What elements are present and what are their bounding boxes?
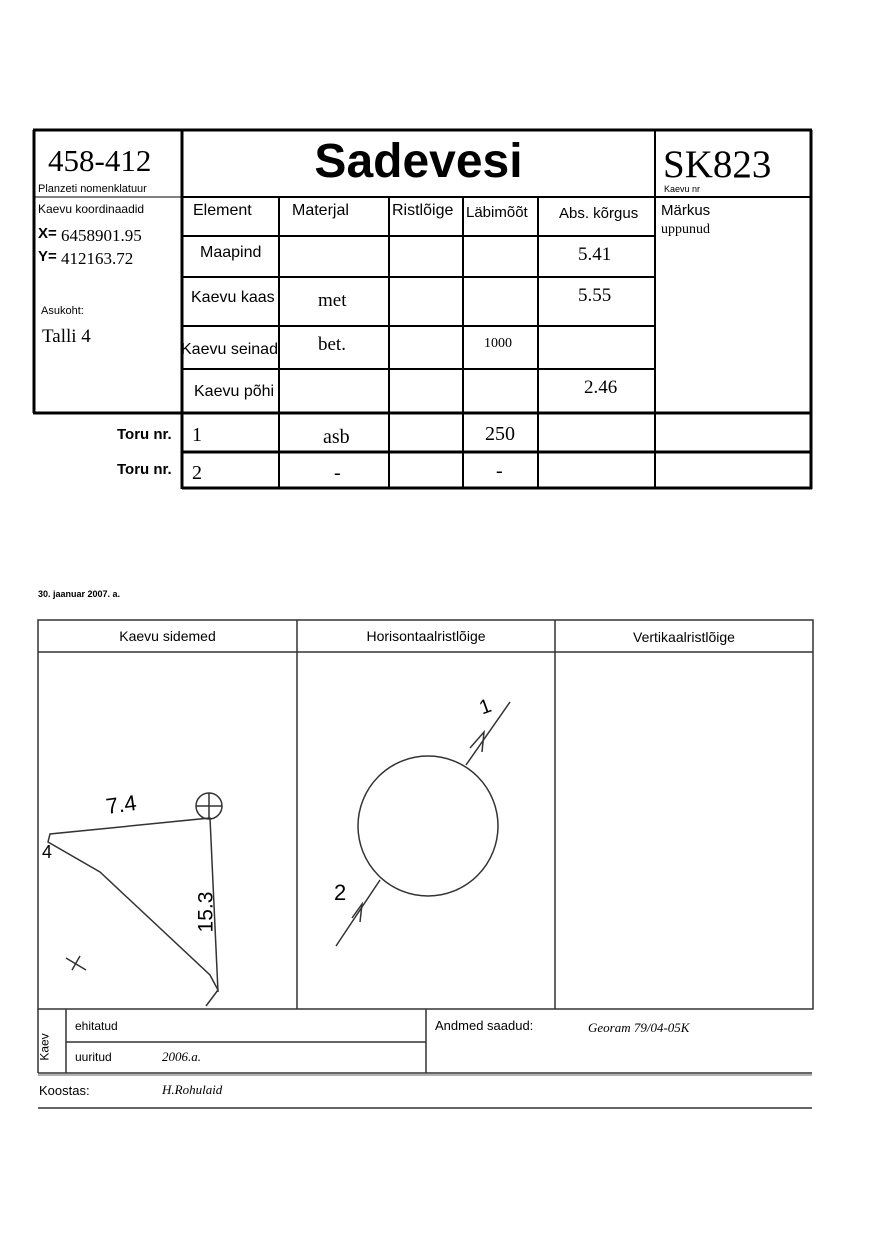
surveyed-label: uuritud: [75, 1050, 112, 1064]
row-labimoot: 1000: [484, 336, 512, 351]
panel-title-ties: Kaevu sidemed: [119, 628, 216, 644]
pipe-number: 1: [192, 424, 202, 446]
header-element: Element: [193, 202, 252, 219]
row-element: Maapind: [200, 244, 262, 261]
y-label: Y=: [38, 248, 57, 265]
row-element: Kaevu põhi: [194, 383, 275, 400]
pipe-diameter: 250: [485, 423, 515, 445]
row-abs: 2.46: [584, 377, 618, 398]
built-label: ehitatud: [75, 1019, 118, 1033]
ties-left-dimension: 4: [42, 842, 53, 862]
row-materjal: bet.: [318, 334, 346, 355]
well-number-label: Kaevu nr: [664, 184, 701, 194]
pipe-diameter: -: [496, 460, 503, 482]
data-from-label: Andmed saadud:: [435, 1018, 534, 1033]
location-value: Talli 4: [42, 326, 91, 347]
page-title: Sadevesi: [314, 135, 523, 188]
x-value: 6458901.95: [61, 226, 142, 245]
pipe1-annotation: 1: [476, 694, 495, 720]
row-abs: 5.41: [578, 244, 612, 265]
compiled-value: H.Rohulaid: [162, 1082, 223, 1097]
header-labimoot: Läbimõõt: [466, 204, 528, 221]
pipe-material: asb: [323, 426, 350, 448]
row-element: Kaevu seinad: [181, 341, 278, 358]
row-materjal: met: [318, 290, 347, 311]
row-element: Kaevu kaas: [191, 289, 275, 306]
pipe-number: 2: [192, 462, 202, 484]
pipe2-annotation: 2: [334, 880, 347, 905]
pipe-label: Toru nr.: [117, 461, 172, 478]
remark-value: uppunud: [661, 222, 710, 237]
pipe-label: Toru nr.: [117, 426, 172, 443]
coords-label: Kaevu koordinaadid: [38, 202, 145, 216]
data-from-value: Georam 79/04-05K: [588, 1020, 690, 1035]
well-number-value: SK823: [663, 143, 772, 186]
pipe-material: -: [334, 462, 341, 484]
nomenclature-label: Planzeti nomenklatuur: [38, 183, 147, 195]
compiled-label: Koostas:: [39, 1083, 90, 1098]
panel-title-horizontal: Horisontaalristlõige: [366, 628, 486, 644]
ties-right-dimension: 15.3: [194, 891, 218, 933]
header-materjal: Materjal: [292, 202, 349, 219]
y-value: 412163.72: [61, 249, 134, 268]
row-abs: 5.55: [578, 285, 612, 306]
panel-title-vertical: Vertikaalristlõige: [633, 629, 735, 645]
well-side-label: Kaev: [37, 1033, 52, 1061]
location-label: Asukoht:: [41, 305, 84, 317]
horizontal-section-sketch: [336, 702, 510, 946]
nomenclature-value: 458-412: [48, 143, 152, 178]
document-date: 30. jaanuar 2007. a.: [38, 589, 121, 599]
header-markus: Märkus: [661, 202, 711, 219]
header-ristloige: Ristlõige: [392, 202, 454, 219]
header-abs: Abs. kõrgus: [559, 205, 639, 222]
x-label: X=: [38, 225, 57, 242]
surveyed-value: 2006.a.: [162, 1049, 201, 1064]
ties-top-dimension: 7.4: [104, 789, 139, 820]
